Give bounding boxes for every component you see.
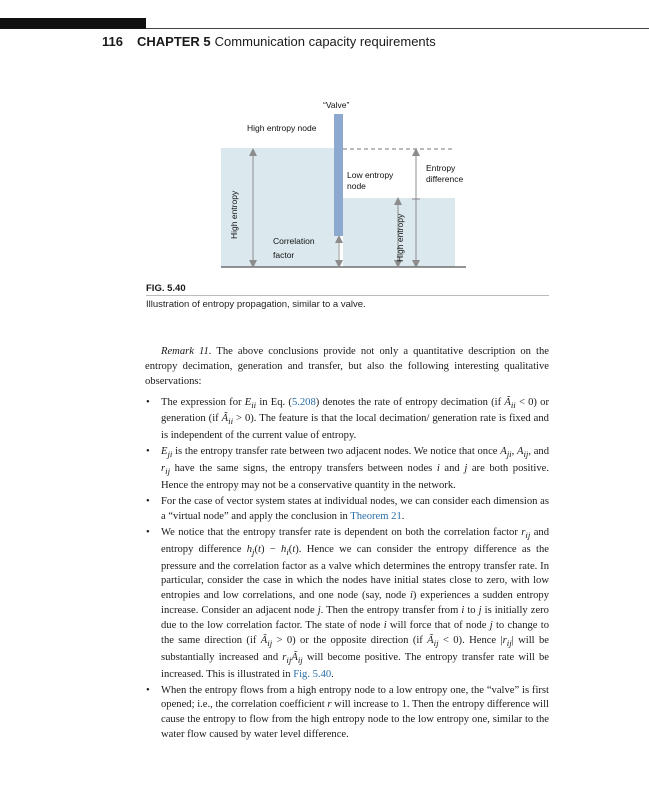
- high-entropy-node-label: High entropy node: [247, 123, 317, 133]
- observations-list: [145, 396, 549, 743]
- caption-rule: [146, 295, 549, 296]
- list-item: • We notice that the entropy transfer rate is dependent on both the correlation factor $r_{ij}$ and entropy difference $h_j(t) - h_i(t)$. Hence we can consider the entropy difference as the pressure and the correlation factor as a valve which determines the entropy transfer rate. In particular, consider the case in which the nodes have initial states close to zero, with low entropies and low correlations, and one node (say, node i) experiences a sudden entropy increase. Consider an adjacent node j. Then the entropy transfer from i to j is initially zero due to the low correlation factor. The state of node i will force that of node j to change to the same direction (if $Ã_{ij} > 0$) or the opposite direction (if $Ã_{ij} < 0$). Hence $|r_{ij}|$ will be substantially increased and $r_{ij}Ã_{ij}$ will become positive. The entropy transfer rate will be increased. This is illustrated in Fig. 5.40.: [145, 526, 549, 683]
- valve-label: “Valve”: [323, 100, 350, 110]
- entropy-valve-figure: [0, 0, 649, 300]
- list-item: • For the case of vector system states at individual nodes, we can consider each dimension as a “virtual node” and apply the conclusion in Theorem 21.: [145, 495, 549, 525]
- entropy-difference-label-2: difference: [426, 174, 464, 184]
- list-item: • The expression for $E_{ii}$ in Eq. (5.208) denotes the rate of entropy decimation (if $Ã_{ii} < 0$) or generation (if $Ã_{ii} > 0$). The feature is that the local decimation/ generation rate is fixed and is independent of the current value of entropy.: [145, 396, 549, 445]
- equation-link[interactable]: 5.208: [291, 396, 316, 408]
- high-entropy-right-label: High entropy: [395, 213, 405, 262]
- figure-link[interactable]: Fig. 5.40: [293, 668, 332, 680]
- high-entropy-left-label: High entropy: [229, 190, 239, 239]
- entropy-difference-label-1: Entropy: [426, 163, 456, 173]
- remark-text: The above conclusions provide not only a quantitative description on the entropy decimation, generation and transfer, but also the following interesting qualitative observations:: [145, 346, 549, 387]
- list-item: • When the entropy flows from a high entropy node to a low entropy one, the “valve” is first opened; i.e., the correlation coefficient r will increase to 1. Then the entropy difference will cause the entropy to flow from the high entropy node to the low entropy one, similar to the water flow caused by water level difference.: [145, 684, 549, 743]
- valve-bar: [334, 114, 343, 236]
- body-text: [145, 345, 549, 744]
- page-number: 116: [102, 34, 123, 49]
- correlation-label-1: Correlation: [273, 236, 315, 246]
- figure-caption-text: Illustration of entropy propagation, similar to a valve.: [146, 299, 366, 310]
- list-item: • $E_{ji}$ is the entropy transfer rate between two adjacent nodes. We notice that once $A_{ji}$, $A_{ij}$, and $r_{ij}$ have the same signs, the entropy transfers between nodes i and j are both positive. Hence the entropy may not be a conservative quantity in the network.: [145, 445, 549, 494]
- correlation-label-2: factor: [273, 250, 295, 260]
- chapter-label: CHAPTER 5: [136, 34, 211, 49]
- remark-label: Remark 11.: [161, 346, 212, 357]
- figure-caption-label: FIG. 5.40: [146, 283, 186, 294]
- theorem-link[interactable]: Theorem 21: [350, 510, 402, 522]
- low-entropy-node-label-1: Low entropy: [347, 170, 394, 180]
- low-entropy-node-label-2: node: [347, 181, 366, 191]
- chapter-title: Communication capacity requirements: [214, 34, 436, 49]
- remark-paragraph: [145, 345, 549, 390]
